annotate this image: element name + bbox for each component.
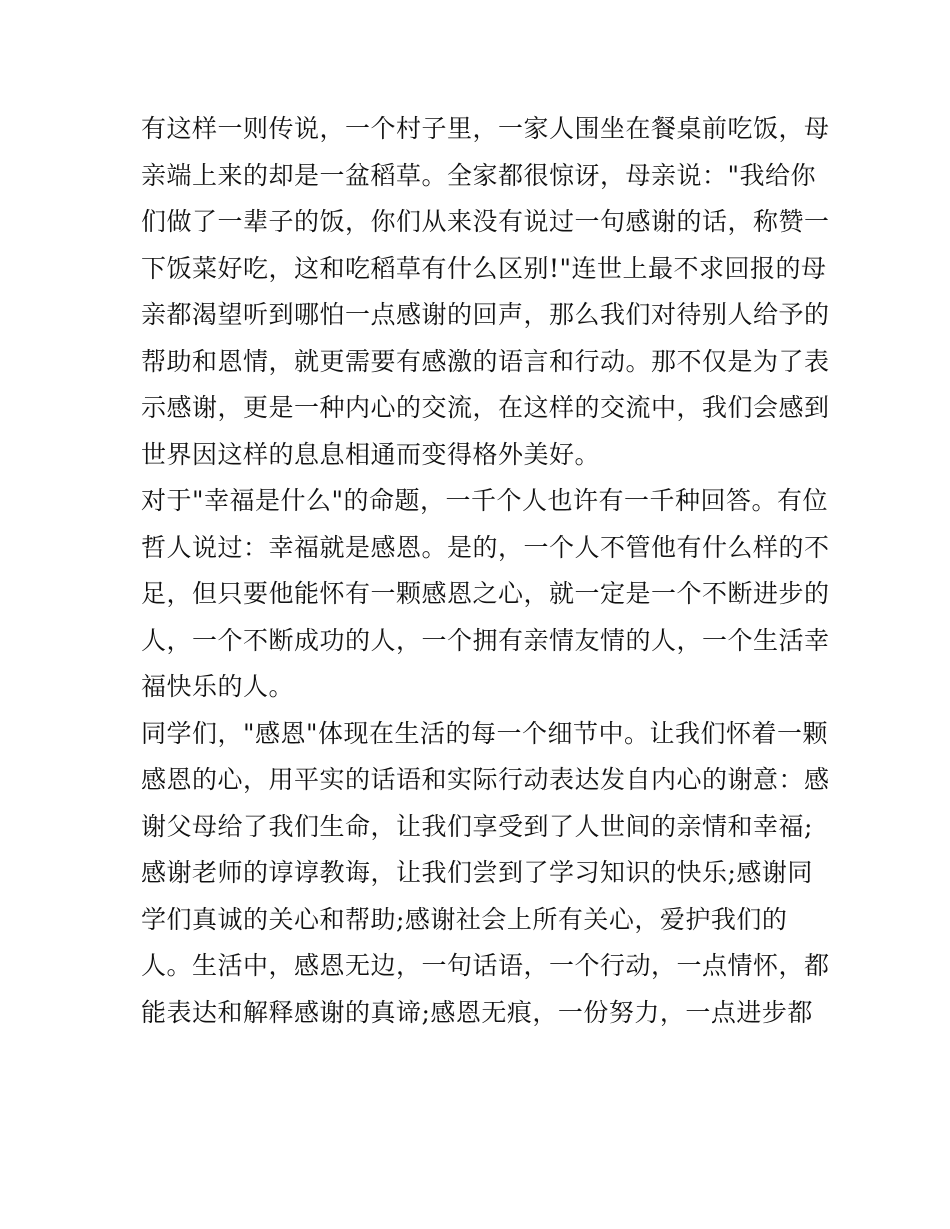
text-line: 对于"幸福是什么"的命题，一千个人也许有一千种回答。有位 (141, 486, 829, 515)
text-line: 有这样一则传说，一个村子里，一家人围坐在餐桌前吃饭，母 (141, 114, 830, 143)
text-line: 世界因这样的息息相通而变得格外美好。 (141, 439, 601, 469)
text-line: 能表达和解释感谢的真谛;感恩无痕，一份努力，一点进步都 (141, 997, 813, 1027)
text-line: 示感谢，更是一种内心的交流，在这样的交流中，我们会感到 (141, 393, 830, 422)
text-line: 亲端上来的却是一盆稻草。全家都很惊讶，母亲说："我给你 (141, 160, 817, 190)
text-line: 哲人说过：幸福就是感恩。是的，一个人不管他有什么样的不 (141, 532, 830, 562)
text-line: 感恩的心，用平实的话语和实际行动表达发自内心的谢意：感 (141, 765, 830, 794)
body-text (141, 106, 830, 1036)
text-line: 学们真诚的关心和帮助;感谢社会上所有关心，爱护我们的 (141, 904, 788, 934)
text-line: 谢父母给了我们生命，让我们享受到了人世间的亲情和幸福; (141, 811, 813, 841)
text-line: 感谢老师的谆谆教诲，让我们尝到了学习知识的快乐;感谢同 (141, 858, 813, 887)
text-line: 人。生活中，感恩无边，一句话语，一个行动，一点情怀，都 (141, 951, 830, 980)
text-line: 帮助和恩情，就更需要有感激的语言和行动。那不仅是为了表 (141, 346, 830, 376)
text-line: 下饭菜好吃，这和吃稻草有什么区别!"连世上最不求回报的母 (141, 253, 827, 283)
text-line: 足，但只要他能怀有一颗感恩之心，就一定是一个不断进步的 (141, 579, 830, 608)
text-line: 同学们，"感恩"体现在生活的每一个细节中。让我们怀着一颗 (141, 718, 829, 748)
text-line: 人，一个不断成功的人，一个拥有亲情友情的人，一个生活幸 (141, 625, 830, 655)
text-line: 福快乐的人。 (141, 672, 295, 701)
text-line: 们做了一辈子的饭，你们从来没有说过一句感谢的话，称赞一 (141, 207, 830, 236)
text-line: 亲都渴望听到哪怕一点感谢的回声，那么我们对待别人给予的 (141, 300, 830, 329)
